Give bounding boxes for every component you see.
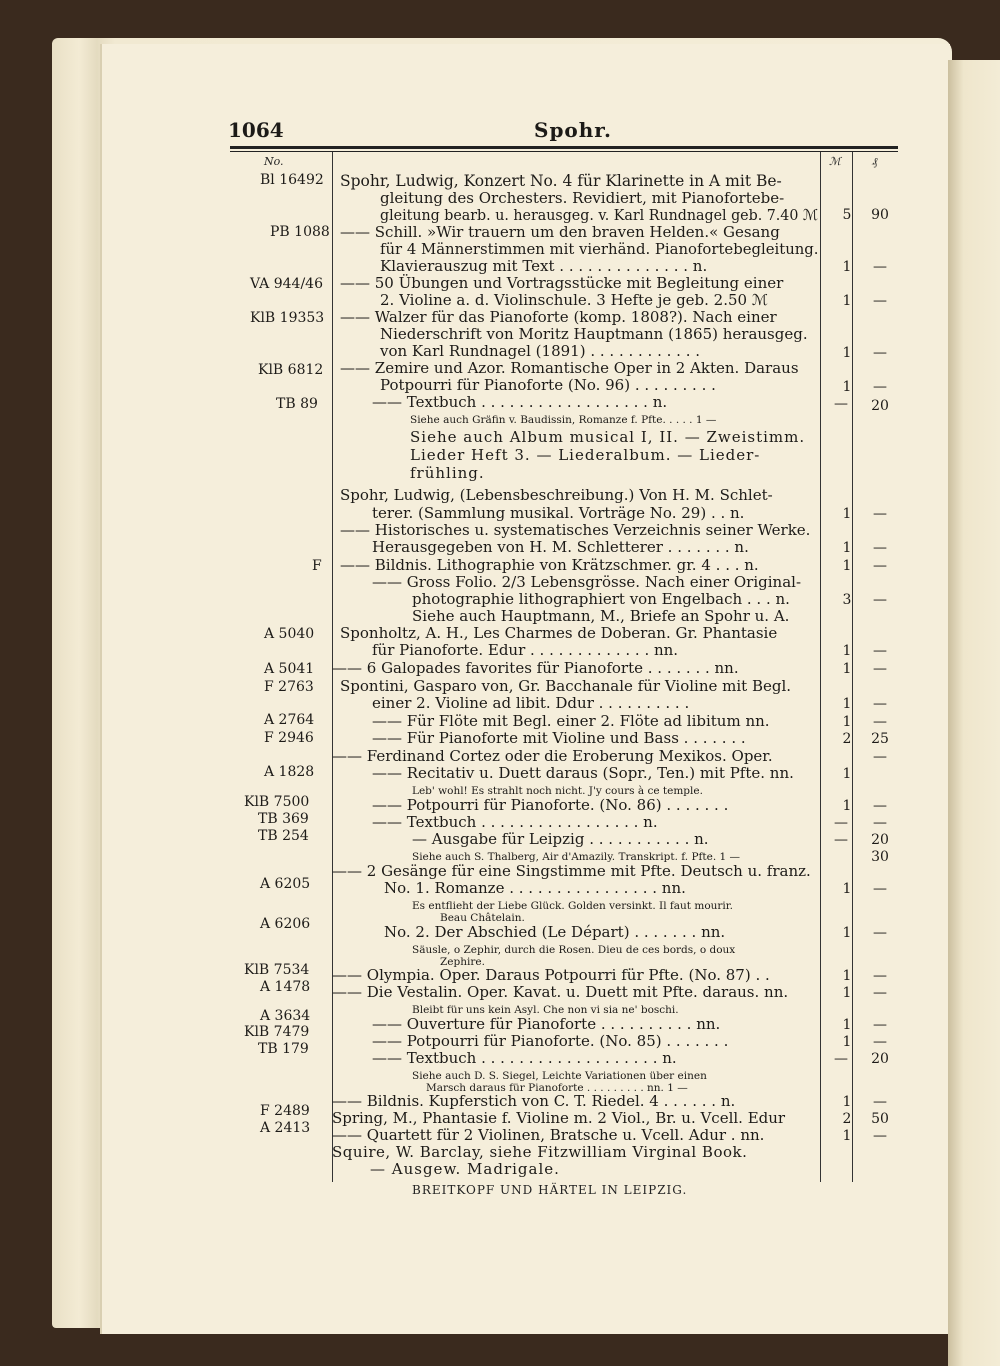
- entry-line: —— Schill. »Wir trauern um den braven Helden.« Gesang: [340, 223, 780, 241]
- entry-line: —— Quartett für 2 Violinen, Bratsche u. Vcell. Adur . nn.: [332, 1126, 765, 1144]
- catalog-number: F 2763: [264, 679, 314, 695]
- price-pfennig: 20: [871, 1051, 889, 1067]
- price-mark: 1: [842, 1128, 852, 1144]
- price-pfennig: —: [873, 506, 887, 522]
- catalog-number: A 1828: [264, 764, 315, 780]
- header-rule-thin: [230, 151, 898, 152]
- entry-note: Siehe auch S. Thalberg, Air d'Amazily. Transkript. f. Pfte. 1 —: [412, 851, 741, 863]
- entry-line: —— Ferdinand Cortez oder die Eroberung Mexikos. Oper.: [332, 747, 773, 765]
- pf-column-header: ₰: [872, 155, 878, 168]
- price-mark: 1: [842, 696, 852, 712]
- running-head: Spohr.: [534, 118, 612, 142]
- catalog-number: KlB 7534: [244, 962, 310, 978]
- no-column-header: No.: [264, 155, 284, 168]
- entry-note: Siehe auch D. S. Siegel, Leichte Variationen über einen: [412, 1070, 707, 1082]
- entry-line: Siehe auch Album musical I, II. — Zweistimm.: [410, 428, 806, 446]
- price-pfennig: 20: [871, 832, 889, 848]
- catalog-number: VA 944/46: [250, 276, 323, 292]
- catalog-number: KlB 7500: [244, 794, 310, 810]
- price-pfennig: —: [873, 815, 887, 831]
- price-mark: 1: [842, 925, 852, 941]
- price-pfennig: 25: [871, 731, 889, 747]
- catalog-number: A 5040: [264, 626, 315, 642]
- catalog-number: A 2764: [264, 712, 315, 728]
- price-mark: 1: [842, 293, 852, 309]
- entry-note: Siehe auch Gräfin v. Baudissin, Romanze f. Pfte. . . . . 1 —: [410, 414, 717, 426]
- entry-line: —— Ouverture für Pianoforte . . . . . . . . . . nn.: [372, 1015, 721, 1033]
- entry-line: —— Potpourri für Pianoforte. (No. 86) . . . . . . .: [372, 796, 729, 814]
- entry-line: gleitung bearb. u. herausgeg. v. Karl Rundnagel geb. 7.40 ℳ: [380, 206, 819, 224]
- entry-line: —— Für Flöte mit Begl. einer 2. Flöte ad libitum nn.: [372, 712, 770, 730]
- entry-line: Spohr, Ludwig, Konzert No. 4 für Klarinette in A mit Be-: [340, 172, 782, 190]
- price-mark: 1: [842, 766, 852, 782]
- page-header: [228, 118, 818, 148]
- price-mark: 1: [842, 1034, 852, 1050]
- entry-line: 2. Violine a. d. Violinschule. 3 Hefte je geb. 2.50 ℳ: [380, 291, 768, 309]
- entry-note: Zephire.: [440, 956, 485, 968]
- entry-line: Lieder Heft 3. — Liederalbum. — Lieder-: [410, 446, 761, 464]
- entry-line: No. 1. Romanze . . . . . . . . . . . . . . . . nn.: [384, 879, 686, 897]
- entry-line: — Ausgew. Madrigale.: [370, 1160, 560, 1178]
- catalog-number: TB 369: [258, 811, 309, 827]
- column-divider: [820, 152, 821, 1182]
- price-mark: 2: [842, 1111, 852, 1127]
- price-pfennig: 50: [871, 1111, 889, 1127]
- entry-note: Bleibt für uns kein Asyl. Che non vi sia ne' boschi.: [412, 1004, 679, 1016]
- price-pfennig: —: [873, 714, 887, 730]
- price-mark: 5: [842, 207, 852, 223]
- catalog-number: Bl 16492: [260, 172, 324, 188]
- price-pfennig: —: [873, 592, 887, 608]
- catalog-number: TB 254: [258, 828, 309, 844]
- entry-line: photographie lithographiert von Engelbach . . . n.: [412, 590, 790, 608]
- entry-line: Squire, W. Barclay, siehe Fitzwilliam Virginal Book.: [332, 1143, 748, 1161]
- entry-line: Klavierauszug mit Text . . . . . . . . . . . . . . n.: [380, 257, 708, 275]
- price-pfennig: —: [873, 881, 887, 897]
- catalog-number: A 3634: [260, 1008, 311, 1024]
- catalog-number: KlB 7479: [244, 1024, 310, 1040]
- price-pfennig: —: [873, 749, 887, 765]
- catalog-number: KlB 6812: [258, 362, 324, 378]
- mark-column-header: ℳ: [829, 155, 841, 168]
- entry-line: —— 2 Gesänge für eine Singstimme mit Pfte. Deutsch u. franz.: [332, 862, 811, 880]
- entry-line: —— Textbuch . . . . . . . . . . . . . . . . . . . n.: [372, 1049, 677, 1067]
- price-mark: —: [834, 815, 848, 831]
- entry-line: Spontini, Gasparo von, Gr. Bacchanale für Violine mit Begl.: [340, 677, 792, 695]
- entry-line: —— Zemire und Azor. Romantische Oper in 2 Akten. Daraus: [340, 359, 799, 377]
- catalog-number: A 1478: [260, 979, 311, 995]
- price-mark: 1: [842, 798, 852, 814]
- entry-line: —— Recitativ u. Duett daraus (Sopr., Ten.) mit Pfte. nn.: [372, 764, 794, 782]
- entry-line: Spohr, Ludwig, (Lebensbeschreibung.) Von H. M. Schlet-: [340, 486, 773, 504]
- price-mark: 1: [842, 881, 852, 897]
- entry-note: Leb' wohl! Es strahlt noch nicht. J'y cours à ce temple.: [412, 785, 703, 797]
- entry-line: —— Die Vestalin. Oper. Kavat. u. Duett mit Pfte. daraus. nn.: [332, 983, 789, 1001]
- price-pfennig: —: [873, 1017, 887, 1033]
- entry-line: Spring, M., Phantasie f. Violine m. 2 Viol., Br. u. Vcell. Edur: [332, 1109, 786, 1127]
- price-mark: 1: [842, 661, 852, 677]
- price-pfennig: 90: [871, 207, 889, 223]
- catalog-number: F 2489: [260, 1103, 310, 1119]
- price-pfennig: —: [873, 558, 887, 574]
- entry-line: Potpourri für Pianoforte (No. 96) . . . . . . . . .: [380, 376, 716, 394]
- catalog-number: A 2413: [260, 1120, 311, 1136]
- entry-line: —— Gross Folio. 2/3 Lebensgrösse. Nach einer Original-: [372, 573, 802, 591]
- price-pfennig: —: [873, 798, 887, 814]
- facing-page-edge: [948, 60, 1000, 1366]
- catalog-number: PB 1088: [270, 224, 330, 240]
- entry-line: —— Potpourri für Pianoforte. (No. 85) . . . . . . .: [372, 1032, 729, 1050]
- price-mark: 1: [842, 1017, 852, 1033]
- entry-note: Säusle, o Zephir, durch die Rosen. Dieu de ces bords, o doux: [412, 944, 736, 956]
- entry-line: Siehe auch Hauptmann, M., Briefe an Spohr u. A.: [412, 607, 790, 625]
- price-mark: —: [834, 396, 848, 412]
- price-mark: 1: [842, 714, 852, 730]
- price-mark: 2: [842, 731, 852, 747]
- price-pfennig: —: [873, 379, 887, 395]
- price-mark: 1: [842, 540, 852, 556]
- price-mark: 1: [842, 968, 852, 984]
- price-pfennig: —: [873, 968, 887, 984]
- entry-line: gleitung des Orchesters. Revidiert, mit Pianofortebe-: [380, 189, 785, 207]
- price-pfennig: —: [873, 259, 887, 275]
- entry-note: Es entflieht der Liebe Glück. Golden versinkt. Il faut mourir.: [412, 900, 733, 912]
- entry-line: —— Textbuch . . . . . . . . . . . . . . . . . n.: [372, 813, 658, 831]
- price-pfennig: 20: [871, 398, 889, 414]
- publisher-footer: BREITKOPF UND HÄRTEL IN LEIPZIG.: [412, 1183, 688, 1197]
- entry-line: —— Textbuch . . . . . . . . . . . . . . . . . . n.: [372, 393, 668, 411]
- entry-line: No. 2. Der Abschied (Le Départ) . . . . . . . nn.: [384, 923, 726, 941]
- price-pfennig: 30: [871, 849, 889, 865]
- price-pfennig: —: [873, 661, 887, 677]
- price-mark: 3: [842, 592, 852, 608]
- entry-line: von Karl Rundnagel (1891) . . . . . . . . . . . .: [380, 342, 700, 360]
- price-mark: 1: [842, 345, 852, 361]
- price-pfennig: —: [873, 1034, 887, 1050]
- entry-line: — Ausgabe für Leipzig . . . . . . . . . . . n.: [412, 830, 709, 848]
- price-pfennig: —: [873, 643, 887, 659]
- catalog-number: F: [312, 558, 322, 574]
- price-mark: 1: [842, 506, 852, 522]
- entry-line: für Pianoforte. Edur . . . . . . . . . . . . . nn.: [372, 641, 679, 659]
- price-mark: 1: [842, 985, 852, 1001]
- price-pfennig: —: [873, 1128, 887, 1144]
- catalog-number: A 6205: [260, 876, 311, 892]
- entry-line: —— Walzer für das Pianoforte (komp. 1808?). Nach einer: [340, 308, 777, 326]
- catalog-number: A 6206: [260, 916, 311, 932]
- entry-note: Marsch daraus für Pianoforte . . . . . . . . . nn. 1 —: [426, 1082, 688, 1094]
- price-pfennig: —: [873, 345, 887, 361]
- price-pfennig: —: [873, 540, 887, 556]
- price-pfennig: —: [873, 1094, 887, 1110]
- entry-line: —— 50 Übungen und Vortragsstücke mit Begleitung einer: [340, 274, 784, 292]
- price-mark: 1: [842, 558, 852, 574]
- entry-line: frühling.: [410, 464, 485, 482]
- entry-line: —— Olympia. Oper. Daraus Potpourri für Pfte. (No. 87) . .: [332, 966, 770, 984]
- price-mark: 1: [842, 259, 852, 275]
- entry-line: —— Bildnis. Lithographie von Krätzschmer. gr. 4 . . . n.: [340, 556, 759, 574]
- price-pfennig: —: [873, 985, 887, 1001]
- entry-line: —— Für Pianoforte mit Violine und Bass . . . . . . .: [372, 729, 746, 747]
- catalog-number: TB 179: [258, 1041, 309, 1057]
- catalog-number: A 5041: [264, 661, 315, 677]
- entry-line: Sponholtz, A. H., Les Charmes de Doberan. Gr. Phantasie: [340, 624, 778, 642]
- page-number: 1064: [228, 118, 284, 142]
- price-mark: —: [834, 832, 848, 848]
- entry-line: —— Historisches u. systematisches Verzeichnis seiner Werke.: [340, 521, 811, 539]
- price-pfennig: —: [873, 293, 887, 309]
- entry-note: Beau Châtelain.: [440, 912, 525, 924]
- entry-line: einer 2. Violine ad libit. Ddur . . . . . . . . . .: [372, 694, 690, 712]
- catalog-number: F 2946: [264, 730, 314, 746]
- price-mark: 1: [842, 379, 852, 395]
- price-pfennig: —: [873, 696, 887, 712]
- entry-line: —— 6 Galopades favorites für Pianoforte . . . . . . . nn.: [332, 659, 739, 677]
- price-mark: 1: [842, 643, 852, 659]
- entry-line: terer. (Sammlung musikal. Vorträge No. 29) . . n.: [372, 504, 745, 522]
- price-mark: 1: [842, 1094, 852, 1110]
- price-pfennig: —: [873, 925, 887, 941]
- entry-line: Niederschrift von Moritz Hauptmann (1865) herausgeg.: [380, 325, 808, 343]
- price-mark: —: [834, 1051, 848, 1067]
- header-rule: [230, 146, 898, 149]
- entry-line: für 4 Männerstimmen mit vierhänd. Pianofortebegleitung.: [380, 240, 819, 258]
- entry-line: Herausgegeben von H. M. Schletterer . . . . . . . n.: [372, 538, 749, 556]
- catalog-number: TB 89: [276, 396, 318, 412]
- entry-line: —— Bildnis. Kupferstich von C. T. Riedel. 4 . . . . . . n.: [332, 1092, 736, 1110]
- catalog-number: KlB 19353: [250, 310, 325, 326]
